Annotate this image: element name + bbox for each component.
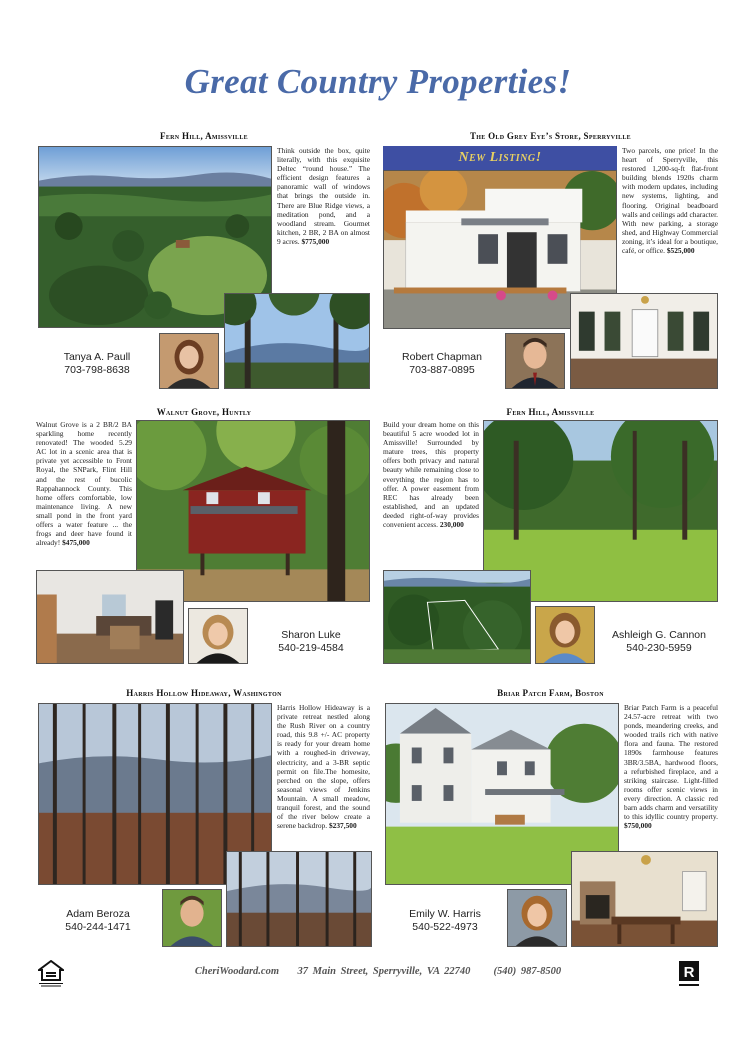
listing-1-agent-phone: 703-798-8638	[64, 364, 130, 376]
listing-3-agent	[252, 629, 370, 655]
listing-3-title: Walnut Grove, Huntly	[156, 407, 252, 417]
listing-2-agent-phone: 703-887-0895	[409, 364, 475, 376]
listing-5-agent-phone: 540-244-1471	[65, 921, 131, 933]
listing-2-title: The Old Grey Eye’s Store, Sperryville	[470, 131, 631, 141]
listing-4-title: Fern Hill, Amissville	[506, 407, 595, 417]
listing-4-agent	[600, 629, 718, 655]
listing-5-mountain-photo[interactable]	[226, 851, 372, 947]
listing-6-price: $750,000	[624, 821, 652, 831]
listing-1-view-photo[interactable]	[224, 293, 370, 389]
footer-website[interactable]: CheriWoodard.com	[194, 966, 279, 977]
listing-6-agent-photo	[507, 889, 567, 947]
new-listing-banner: New Listing!	[383, 146, 617, 170]
listing-2-agent-name: Robert Chapman	[402, 351, 482, 363]
listing-2-agent-photo	[505, 333, 565, 389]
listing-1-agent-photo	[159, 333, 219, 389]
listing-4-agent-photo	[535, 606, 595, 664]
listing-2-price: $525,000	[666, 246, 695, 256]
listing-4-price: 230,000	[439, 520, 464, 530]
listing-3-price: $475,000	[62, 538, 90, 548]
listing-5-agent-name: Adam Beroza	[66, 908, 130, 920]
page-headline: Great Country Properties!	[184, 62, 572, 101]
listing-2-agent	[383, 351, 501, 377]
listing-6-description	[624, 703, 718, 830]
svg-text:R: R	[683, 964, 695, 981]
listing-3-description	[36, 420, 132, 547]
listing-4-aerial-photo[interactable]	[383, 570, 531, 664]
listing-1-price: $775,000	[301, 236, 330, 246]
listing-5-agent	[38, 908, 158, 934]
listing-6-description-text: Briar Patch Farm is a peaceful 24.57-acre retreat with two ponds, meandering creeks, and wooded trails rich with native flora and fauna. The restored 1890s farmhouse features 3BR/3.5BA, hardwood floors, a refurbished fireplace, and a striking staircase. Light-filled rooms offer scenic views in every direction. A classic red barn adds charm and versatility to this idyllic country property.	[624, 703, 718, 822]
listing-5-description	[277, 703, 370, 830]
listing-3-description-text: Walnut Grove is a 2 BR/2 BA sparkling home recently renovated! The wooded 5.29 AC lot in a scenic area that is private yet accessible to Front Royal, the SNPark, Flint Hill and the rest of bucolic Rappahannock County. This home offers comfortable, low maintenance living. A new small pond in the front yard offers a water feature ... the frogs and deer have found it already!	[36, 420, 132, 548]
listing-5-title: Harris Hollow Hideaway, Washington	[126, 688, 282, 698]
listing-6-agent-name: Emily W. Harris	[409, 908, 481, 920]
footer-contact	[0, 966, 756, 977]
listing-1-description-text: Think outside the box, quite literally, with this exquisite Deltec “round house.” The efficient design features a panoramic wall of windows that brings the outside in. There are Blue Ridge views, a meditation pond, and a woodland stream. Gourmet kitchen, 2 BR, 2 BA on almost 9 acres.	[277, 146, 370, 246]
listing-4-agent-name: Ashleigh G. Cannon	[612, 629, 706, 641]
listing-4-description-text: Build your dream home on this beautiful 5 acre wooded lot in Amissville! Surrounded by mature trees, this property offers both privacy and natural beauty while remaining close to everything the region has to offer. A power easement from REC has already been established, and an updated deeded right-of-way provides convenient access.	[383, 420, 479, 530]
listing-2-interior-photo[interactable]	[570, 293, 718, 389]
listing-3-agent-phone: 540-219-4584	[278, 642, 344, 654]
listing-6-agent-phone: 540-522-4973	[412, 921, 478, 933]
listing-2-description	[622, 146, 718, 255]
listing-1-title: Fern Hill, Amissville	[160, 131, 248, 141]
listing-3-kitchen-photo[interactable]	[36, 570, 184, 664]
listing-4-description	[383, 420, 479, 529]
listing-6-agent	[385, 908, 505, 934]
listing-1-agent	[38, 351, 156, 377]
listing-2-description-text: Two parcels, one price! In the heart of Sperryville, this restored 1,200-sq-ft flat-front building blends 1920s charm with modern updates, including new systems, lighting, and flooring. Original beadboard walls and ceilings add character. With new parking, a storage shed, and Highway Commercial zoning, it’s ideal for a boutique, café, or office.	[622, 146, 718, 256]
footer-address: 37 Main Street, Sperryville, VA 22740	[297, 966, 471, 977]
listing-5-agent-photo	[162, 889, 222, 947]
footer-phone: (540) 987-8500	[493, 966, 562, 977]
listing-1-agent-name: Tanya A. Paull	[63, 351, 131, 363]
listing-5-price: $237,500	[328, 821, 357, 831]
listing-6-title: Briar Patch Farm, Boston	[497, 688, 604, 698]
listing-4-agent-phone: 540-230-5959	[626, 642, 692, 654]
listing-5-description-text: Harris Hollow Hideaway is a private retreat nestled along the Rush River on a country road, this 9.8 +/- AC property is ready for your dream home with a roughed-in driveway, electricity, and a 3-BR septic permit on file.The homesite, perched on the slope, offers seasonal views of Jenkins Mountain. A small meadow, tranquil forest, and the sound of the river below create a serene backdrop.	[277, 703, 370, 831]
listing-3-agent-name: Sharon Luke	[281, 629, 341, 641]
listing-3-agent-photo	[188, 608, 248, 664]
listing-1-description	[277, 146, 370, 246]
realtor-icon	[678, 960, 700, 988]
listing-6-dining-photo[interactable]	[571, 851, 718, 947]
